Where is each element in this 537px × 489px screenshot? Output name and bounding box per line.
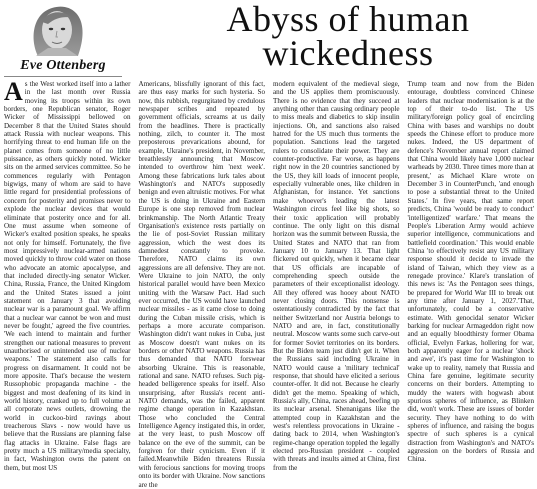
headline-line-2: wickedness: [262, 33, 434, 73]
article-body: [4, 77, 534, 489]
author-byline: Eve Ottenberg: [20, 58, 106, 73]
column-2-text: Americans, blissfully ignorant of this fact, are thus easy marks for such hysteria. So now, this rubbish, regurgitated by credulous newspaper scribes and repeated by government officials, screams at us daily from the headlines. There is practically nothing, zilch, to counter it. The most preposterous prevarications abound, for example, Ukraine's president, in November, breathlessly announcing that Moscow intended to overthrow him 'next week'. Among these fabrications lurk tales about Washington's and NATO's supposedly benign and even altruistic motives. For what the US is doing in Ukraine and Eastern Europe is one step removed from nuclear brinkmanship. The North Atlantic Treaty Organisation's existence rests partially on the lie of post-Soviet Russian military aggression, which the west does its damnedest constantly to provoke. Therefore, NATO claims its own aggressions are all defensive. They are not. Were Ukraine to join NATO, the only historical parallel would have been Mexico uniting with the Warsaw Pact. Had such ever occurred, the US would have launched nuclear missiles - as it came close to doing during the Cuban missile crisis, which is perhaps a more accurate comparison. Washington didn't want nukes in Cuba, just as Moscow doesn't want nukes on its borders or other NATO weapons. Russia has thus demanded that NATO forswear absorbing Ukraine. This is reasonable, rational and sane. NATO refuses. Such pig-headed belligerence speaks for itself. Also unsurprising, after Russia's recent anti-NATO demands, was the failed, apparent regime change operation in Kazakhstan. Those who concluded the Central Intelligence Agency instigated this, in order, at the very least, to push Moscow off balance on the eve of the summit, can be forgiven for their cynicism. Even if it failed.Meanwhile Biden threatens Russia with ferocious sanctions for moving troops onto its border with Ukraine. Now sanctions are the: [138, 80, 265, 489]
article-column-4: [408, 80, 535, 489]
drop-cap: A: [4, 77, 23, 106]
article-column-3: [273, 80, 400, 489]
column-3-text: modern equivalent of the medieval siege, and the US applies them promiscuously. There is no evidence that they succeed at anything other than causing ordinary people to miss meals and diabetics to skip insulin injections. Oh, and sanctions also raised hatred for the US much thus torments the population. Sanctions lead the targeted rulers to consolidate their power. They are counter-productive. Far worse, as happens right now in the 20 countries sanctioned by the US, they kill loads of innocent people, especially vulnerable ones, like children in Afghanistan, for instance. Yet sanctions make whoever's leading the latest Washington circus feel like big shots, so their toxic application will probably continue. The only light on this dismal horizon was the summit between Russia, the United States and NATO that ran from January 10 to January 13. That light flickered out quickly, when it became clear that US officials are incapable of comprehending speech outside the parameters of their exceptionalist ideology. All they offered was hooey about NATO never closing doors. This nonsense is ostentatiously contradicted by the fact that neither Switzerland nor Austria belongs to NATO and are, in fact, constitutionally neutral. Moscow wants some such carve-out for former Soviet territories on its borders. But the Biden team just didn't get it. When the Russians said including Ukraine in NATO would cause a 'military technical' response, that should have elicited a serious counter-offer. It did not. Because he clearly didn't get the memo. Speaking of which, Russia's ally, China, races ahead, beefing up its nuclear arsenal. Shenanigans like the attempted coup in Kazakhstan and the west's relentless provocations in Ukraine - dating back to 2014, when Washington's regime-change operation toppled the legally elected pro-Russian president - coupled with threats and insults aimed at China, first from the: [273, 80, 400, 472]
article-headline: [168, 0, 528, 73]
column-1-text: [4, 77, 131, 472]
column-1-body: s the West worked itself into a lather in the last month over Russia moving its troops within its own borders, one Republican senator, Roger Wicker of Mississippi bellowed on December 8 that the United States should attack Russia with nuclear weapons. This horrifying threat to end human life on the planet comes from someone of no little puissance, as others quickly noted. Wicker sits on the armed services committee. So he commences regularly with Pentagon bigwigs, many of whom are said to have little regard for presidential professions of concern for posterity and promises never to explode the nuclear devices that would eliminate that posterity once and for all. One must assume when someone of Wicker's exalted position speaks, he speaks not only for himself. Fortunately, the five most impressively nuclear-armed nations moved quickly to throw cold water on those who advocate an atomic apocalypse, and that included directly-ing senator Wicker. China, Russia, France, the United Kingdom and the United States issued a joint statement on January 3 that avoiding nuclear war is a paramount goal. We affirm that a nuclear war cannot be won and must never be fought,' agreed the five countries. 'We each intend to maintain and further strengthen our national measures to prevent unauthorised or unintended use of nuclear weapons.' The statement also calls for progress on disarmament. It could not be more apposite. That's because the western Russophobic propaganda machine - the biggest and most deafening of its kind in world history, cranked up to full volume at all corporate news outlets, drowning the world in cuckoo-bird ravings about treacherous Slavs - now would have us believe that the Russians are planning false flag attacks in Ukraine. False flags are pretty much a US military/media specialty, in fact, Washington owns the patent on them, but most US: [4, 80, 131, 472]
article-header: [0, 0, 537, 78]
headline-line-1: Abyss of human: [226, 0, 470, 39]
article-column-1: [4, 77, 131, 489]
article-column-2: [139, 80, 266, 489]
author-portrait: [8, 0, 104, 56]
column-4-text: Trump team and now from the Biden entourage, doubtless convinced Chinese leaders that nuclear modernisation is at the top of their to-do list. The US military/foreign policy goal of encircling China with bases and warships no doubt speeds the Chinese effort to produce more nukes. Indeed, the US department of defence's November annual report claimed that China would likely have 1,000 nuclear warheads by 2030. Three times more than at present,' as Michael Klare wrote on December 3 in CounterPunch, 'and enough to pose a substantial threat to the United States.' In five years, that same report predicts, China 'would be ready to conduct' 'intelligentized' warfare.' That means the People's Liberation Army would achieve superior intelligence, communications and battlefield coordination.' This would enable China 'to effectively resist any US military response should it decide to invade the island of Taiwan, which they view as a renegade province.' Klare's translation of this news is: 'As the Pentagon sees things, be prepared for World War III to break out any time after January 1, 2027.'That, unfortunately, could be a conservative estimate. With genocidal senator Wicker barking for nuclear Armageddon right now and an equally bloodthirsty former Obama official, Evelyn Farkas, hollering for war, both apparently eager for a nuclear 'shock and awe', it's past time for Washington to wake up to reality, namely that Russia and China fare genuine, legitimate security concerns on their borders. Attempting to muddy the waters with hogwash about spurious spheres of influence, as Blinken did, won't work. These are issues of border security. They have nothing to do with spheres of influence, and raising the bogus spectre of such spheres is a cynical distraction from Washington's and NATO's aggression on the borders of Russia and China.: [407, 80, 534, 464]
author-portrait-drawing: [8, 0, 104, 56]
